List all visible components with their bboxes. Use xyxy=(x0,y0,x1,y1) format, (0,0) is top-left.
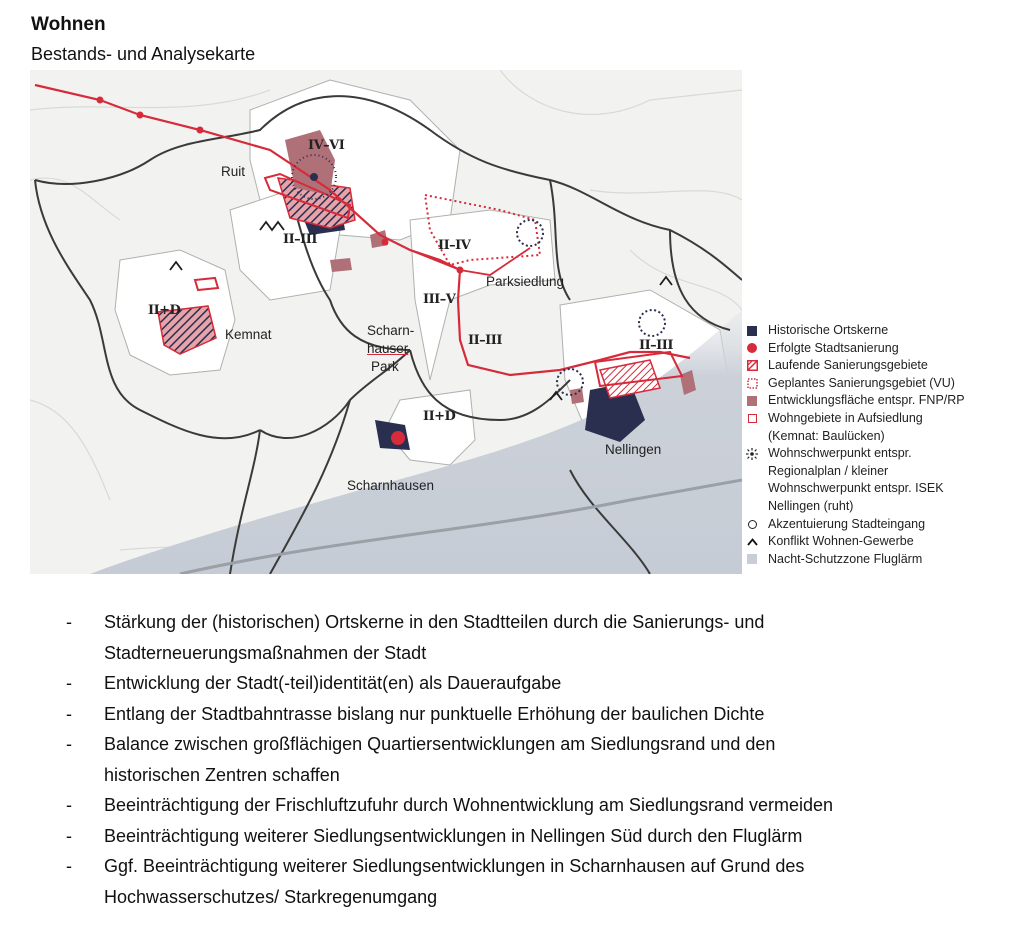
list-item: - Entlang der Stadtbahntrasse bislang nur punktuelle Erhöhung der baulichen Dichte xyxy=(66,703,765,724)
list-item: - Stärkung der (historischen) Ortskerne in den Stadtteilen durch die Sanierungs- und Stadterneuerungsmaßnahmen der Stadt xyxy=(66,612,765,663)
list-item: - Beeinträchtigung der Frischluftzufuhr durch Wohnentwicklung am Siedlungsrand vermeiden xyxy=(66,795,834,815)
label-nellingen: Nellingen xyxy=(605,442,662,457)
legend-label: Wohnschwerpunkt entspr. ISEK xyxy=(768,481,944,496)
analysis-map xyxy=(30,70,742,574)
label-scharnhausen: Scharnhausen xyxy=(347,478,435,493)
label-scharnhauser-park-1: Scharn- xyxy=(367,323,415,338)
dot-red-icon xyxy=(746,340,758,357)
legend-item xyxy=(746,498,1016,516)
label-parksiedlung: Parksiedlung xyxy=(486,274,565,289)
legend-label: Konflikt Wohnen-Gewerbe xyxy=(768,534,914,549)
label-scharnhauser-park-3: Park xyxy=(371,359,399,374)
map-graphic xyxy=(30,70,742,574)
hatched-box-icon xyxy=(746,357,758,374)
legend-item xyxy=(746,533,1016,551)
legend-label: Historische Ortskerne xyxy=(768,323,889,337)
legend-label: Entwicklungsfläche entspr. FNP/RP xyxy=(768,393,965,408)
caret-icon xyxy=(746,533,758,550)
legend-item xyxy=(746,392,1016,410)
legend-label: Akzentuierung Stadteingang xyxy=(768,516,926,531)
dotted-box-icon xyxy=(746,375,758,392)
legend-item xyxy=(746,340,1016,358)
legend-item xyxy=(746,322,1016,340)
legend-label: Geplantes Sanierungsgebiet (VU) xyxy=(768,375,955,390)
legend-item xyxy=(746,463,1016,481)
page-subtitle: Bestands- und Analysekarte xyxy=(31,44,256,64)
legend-label: Erfolgte Stadtsanierung xyxy=(768,340,899,355)
label-ruit: Ruit xyxy=(221,164,246,179)
legend-item xyxy=(746,445,1016,463)
code-scharnhauser-park-south: II–III xyxy=(468,333,502,348)
legend-item xyxy=(746,410,1016,428)
circle-open-icon xyxy=(746,516,758,533)
list-item: - Ggf. Beeinträchtigung weiterer Siedlungsentwicklungen in Scharnhausen auf Grund des Hochwasserschutzes/ Starkregenumgang xyxy=(66,856,805,907)
label-kemnat: Kemnat xyxy=(225,327,272,342)
legend-item xyxy=(746,428,1016,446)
code-parksiedlung-west: II–IV xyxy=(438,238,471,253)
code-scharnhauser-park: III–V xyxy=(423,292,456,307)
list-item: - Entwicklung der Stadt(-teil)identität(en) als Daueraufgabe xyxy=(66,673,562,693)
legend-item xyxy=(746,480,1016,498)
code-scharnhausen: II+D xyxy=(423,409,456,424)
legend-label: Wohngebiete in Aufsiedlung xyxy=(768,410,923,425)
page-title: Wohnen xyxy=(31,14,106,35)
legend-label: Nellingen (ruht) xyxy=(768,498,854,513)
legend-label: Nacht-Schutzzone Fluglärm xyxy=(768,551,923,566)
legend-label: Regionalplan / kleiner xyxy=(768,463,889,478)
square-navy-icon xyxy=(746,322,758,339)
legend-label: Laufende Sanierungsgebiete xyxy=(768,358,928,373)
code-ruit-north: IV–VI xyxy=(308,138,345,153)
square-grey-icon xyxy=(746,551,758,568)
legend-label: Wohnschwerpunkt entspr. xyxy=(768,446,912,461)
findings-list xyxy=(66,607,1006,912)
legend-item xyxy=(746,357,1016,375)
legend-item xyxy=(746,551,1016,569)
code-nellingen: II–III xyxy=(639,338,673,353)
burst-icon xyxy=(746,445,758,462)
outline-box-icon xyxy=(746,410,758,427)
map-legend xyxy=(746,322,1016,568)
legend-item xyxy=(746,375,1016,393)
square-mauve-icon xyxy=(746,392,758,409)
code-ruit-south: II–III xyxy=(283,232,317,247)
label-scharnhauser-park-2: hauser xyxy=(367,341,409,356)
legend-label: (Kemnat: Baulücken) xyxy=(768,428,885,443)
code-kemnat: II+D xyxy=(148,303,181,318)
list-item: - Balance zwischen großflächigen Quartiersentwicklungen am Siedlungsrand und den historischen Zentren schaffen xyxy=(66,734,776,785)
list-item: - Beeinträchtigung weiterer Siedlungsentwicklungen in Nellingen Süd durch den Fluglärm xyxy=(66,825,803,846)
legend-item xyxy=(746,516,1016,534)
